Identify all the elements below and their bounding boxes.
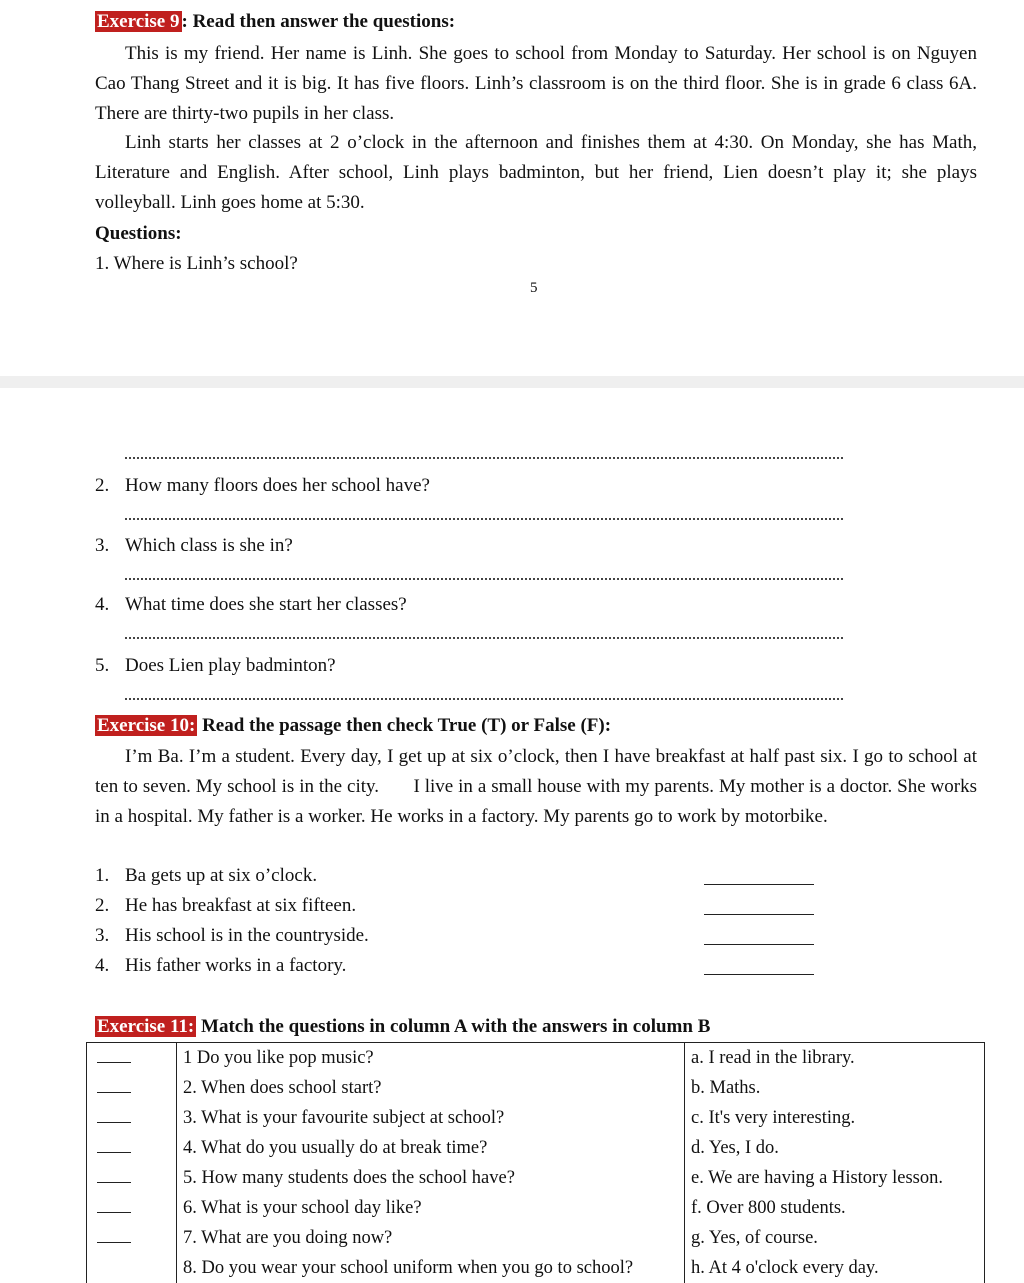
match-blank-cell[interactable] xyxy=(87,1103,177,1133)
match-blank-cell[interactable] xyxy=(87,1073,177,1103)
match-blank[interactable] xyxy=(97,1108,131,1123)
answer-blank-4[interactable] xyxy=(704,974,814,975)
exercise-11-title: Match the questions in column A with the answers in column B xyxy=(196,1016,711,1037)
table-row xyxy=(87,1163,985,1193)
column-b-cell: c. It's very interesting. xyxy=(685,1103,985,1133)
column-b-cell: a. I read in the library. xyxy=(685,1043,985,1074)
answer-blank-1[interactable] xyxy=(704,884,814,885)
question-1: 1. Where is Linh’s school? xyxy=(95,253,298,274)
column-a-cell: 4. What do you usually do at break time? xyxy=(177,1133,685,1163)
column-a-cell: 6. What is your school day like? xyxy=(177,1193,685,1223)
exercise-9-paragraph-1: This is my friend. Her name is Linh. She goes to school from Monday to Saturday. Her school is on Nguyen Cao Thang Street and it is big. It has five floors. Linh’s classroom is on the third floor. She is in grade 6 class 6A. There are thirty-two pupils in her class. xyxy=(95,43,977,124)
questions-heading: Questions: xyxy=(95,223,182,244)
match-blank[interactable] xyxy=(97,1078,131,1093)
table-row xyxy=(87,1193,985,1223)
statement-1: 1. Ba gets up at six o’clock. xyxy=(95,865,318,886)
match-blank-cell[interactable] xyxy=(87,1133,177,1163)
column-b-cell: g. Yes, of course. xyxy=(685,1223,985,1253)
column-a-cell: 1 Do you like pop music? xyxy=(177,1043,685,1074)
column-b-cell: b. Maths. xyxy=(685,1073,985,1103)
answer-line-2[interactable] xyxy=(125,518,843,520)
match-blank-cell[interactable] xyxy=(87,1223,177,1253)
page-number: 5 xyxy=(530,280,538,296)
question-5: 5. Does Lien play badminton? xyxy=(95,655,336,676)
question-4: 4. What time does she start her classes? xyxy=(95,594,407,615)
question-3: 3. Which class is she in? xyxy=(95,535,293,556)
column-a-cell: 3. What is your favourite subject at school? xyxy=(177,1103,685,1133)
match-blank[interactable] xyxy=(97,1168,131,1183)
match-blank-cell[interactable] xyxy=(87,1163,177,1193)
exercise-11-label: Exercise 11: xyxy=(97,1016,195,1037)
exercise-9-paragraph-2: Linh starts her classes at 2 o’clock in the afternoon and finishes them at 4:30. On Monday, she has Math, Literature and English. After school, Linh plays badminton, but her friend, Lien doesn’t play it; she plays volleyball. Linh goes home at 5:30. xyxy=(95,132,977,213)
column-a-cell: 5. How many students does the school have? xyxy=(177,1163,685,1193)
table-row xyxy=(87,1043,985,1074)
exercise-10-heading xyxy=(95,712,611,740)
exercise-9-title: : Read then answer the questions: xyxy=(181,11,456,32)
answer-line-4[interactable] xyxy=(125,637,843,639)
exercise-10-paragraph: I’m Ba. I’m a student. Every day, I get up at six o’clock, then I have breakfast at half past six. I go to school at ten to seven. My school is in the city. I live in a small house with my parents. My mother is a doctor. She works in a hospital. My father is a worker. He works in a factory. My parents go to work by motorbike. xyxy=(95,746,982,827)
match-blank[interactable] xyxy=(97,1138,131,1153)
table-row xyxy=(87,1253,985,1283)
answer-line-3[interactable] xyxy=(125,578,843,580)
table-row xyxy=(87,1103,985,1133)
question-2: 2. How many floors does her school have? xyxy=(95,475,430,496)
match-blank[interactable] xyxy=(97,1048,131,1063)
column-a-cell: 7. What are you doing now? xyxy=(177,1223,685,1253)
exercise-9-label: Exercise 9 xyxy=(97,11,180,32)
match-blank[interactable] xyxy=(97,1228,131,1243)
answer-blank-2[interactable] xyxy=(704,914,814,915)
column-a-cell: 8. Do you wear your school uniform when you go to school? xyxy=(177,1253,685,1283)
match-blank-cell[interactable] xyxy=(87,1253,177,1283)
statement-3: 3. His school is in the countryside. xyxy=(95,925,369,946)
table-row xyxy=(87,1073,985,1103)
exercise-11-heading xyxy=(95,1013,710,1041)
exercise-10-title: Read the passage then check True (T) or False (F): xyxy=(197,715,612,736)
column-b-cell: e. We are having a History lesson. xyxy=(685,1163,985,1193)
table-row xyxy=(87,1133,985,1163)
page-divider xyxy=(0,376,1024,388)
answer-blank-3[interactable] xyxy=(704,944,814,945)
column-a-cell: 2. When does school start? xyxy=(177,1073,685,1103)
match-blank-cell[interactable] xyxy=(87,1193,177,1223)
match-blank[interactable] xyxy=(97,1198,131,1213)
matching-table xyxy=(86,1042,985,1283)
column-b-cell: d. Yes, I do. xyxy=(685,1133,985,1163)
column-b-cell: h. At 4 o'clock every day. xyxy=(685,1253,985,1283)
column-b-cell: f. Over 800 students. xyxy=(685,1193,985,1223)
exercise-9-heading xyxy=(95,9,455,35)
table-row xyxy=(87,1223,985,1253)
answer-line-1[interactable] xyxy=(125,457,843,459)
statement-2: 2. He has breakfast at six fifteen. xyxy=(95,895,357,916)
answer-line-5[interactable] xyxy=(125,698,843,700)
match-blank-cell[interactable] xyxy=(87,1043,177,1074)
exercise-10-label: Exercise 10: xyxy=(97,715,196,736)
statement-4: 4. His father works in a factory. xyxy=(95,955,347,976)
